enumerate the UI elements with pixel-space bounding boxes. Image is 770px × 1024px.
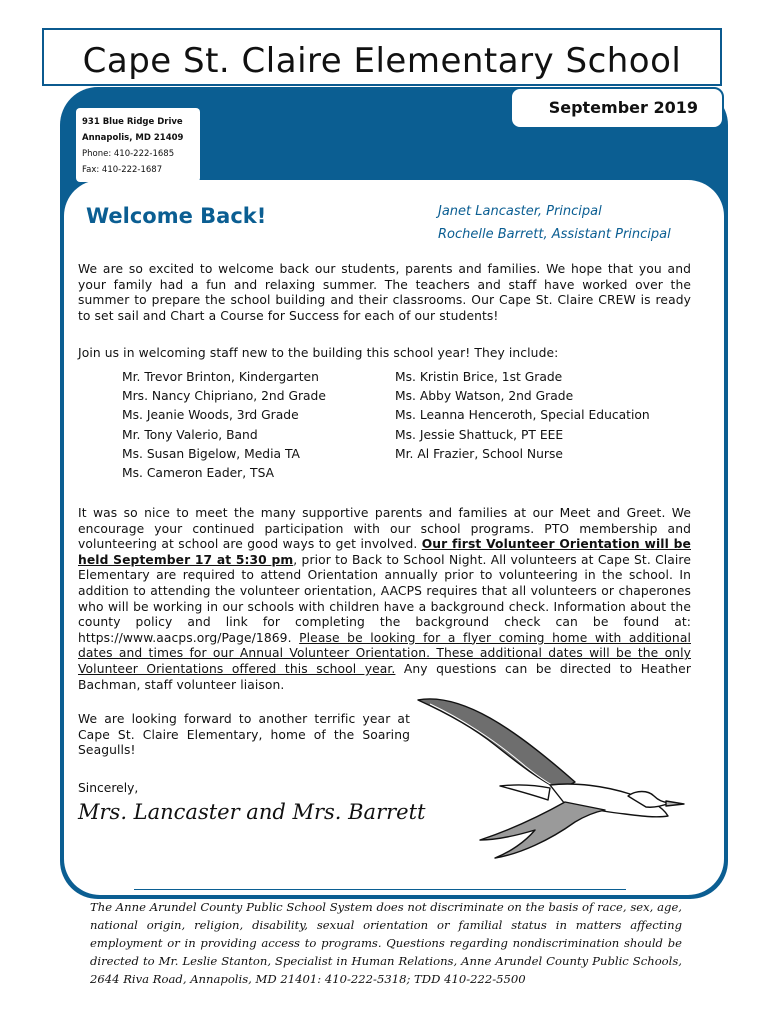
staff-item: Ms. Susan Bigelow, Media TA — [122, 446, 300, 461]
welcome-heading: Welcome Back! — [86, 204, 267, 228]
seagull-icon — [400, 690, 700, 865]
staff-item: Mr. Tony Valerio, Band — [122, 427, 258, 442]
closing-paragraph: We are looking forward to another terrific year at Cape St. Claire Elementary, home of the Soaring Seagulls! — [78, 712, 410, 758]
principal-name: Janet Lancaster, Principal — [438, 204, 602, 219]
flyer-notice: Please be looking for a flyer coming home with additional dates and times for our Annual Volunteer Orientation. These additional dates will be the only Volunteer Orientations offered this school year. — [78, 630, 691, 676]
fax-number: Fax: 410-222-1687 — [82, 165, 163, 175]
school-name: Cape St. Claire Elementary School — [82, 41, 682, 81]
administrators — [438, 200, 671, 246]
staff-item: Ms. Abby Watson, 2nd Grade — [395, 389, 574, 404]
staff-list-left — [122, 368, 326, 483]
staff-item: Ms. Leanna Henceroth, Special Education — [395, 408, 650, 423]
orientation-date: Our first Volunteer Orientation will be held September 17 at 5:30 pm — [78, 537, 691, 567]
staff-item: Ms. Cameron Eader, TSA — [122, 466, 275, 481]
newsletter-date: September 2019 — [548, 98, 698, 117]
date-tab — [510, 87, 724, 129]
staff-item: Mrs. Nancy Chipriano, 2nd Grade — [122, 389, 326, 404]
address-box — [76, 108, 200, 182]
staff-item: Mr. Trevor Brinton, Kindergarten — [122, 370, 319, 384]
signature: Mrs. Lancaster and Mrs. Barrett — [78, 800, 426, 824]
staff-item: Ms. Jessie Shattuck, PT EEE — [395, 427, 564, 442]
meet-and-greet-paragraph — [78, 506, 691, 693]
phone-number: Phone: 410-222-1685 — [82, 149, 175, 159]
title-box — [42, 28, 722, 86]
meet-text-2: , prior to Back to School Night. All volunteers at Cape St. Claire Elementary are required to attend Orientation annually prior to volunteering in the school. In addition to attending the volunteer orientation, AACPS requires that all volunteers or chaperones who will be working in our schools with children have a background check. Information about the county policy and link for completing the background check can be found at: https://www.aacps.org/Page/1869. — [78, 552, 691, 645]
nondiscrimination-notice: The Anne Arundel County Public School System does not discriminate on the basis of race, sex, age, national origin, religion, disability, sexual orientation or familial status in matters affecting employment or in providing access to programs. Questions regarding nondiscrimination should be directed to Mr. Leslie Stanton, Specialist in Human Relations, Anne Arundel County Public Schools, 2644 Riva Road, Annapolis, MD 21401: 410-222-5318; TDD 410-222-5500 — [90, 900, 682, 986]
assistant-principal-name: Rochelle Barrett, Assistant Principal — [438, 227, 671, 242]
city-address: Annapolis, MD 21409 — [82, 133, 184, 143]
staff-item: Ms. Kristin Brice, 1st Grade — [395, 370, 563, 384]
meet-text-1: It was so nice to meet the many supportive parents and families at our Meet and Greet. We encourage your continued participation with our school programs. PTO membership and volunteering at school are good ways to get involved. — [78, 506, 691, 552]
footer-divider — [134, 889, 626, 890]
staff-item: Mr. Al Frazier, School Nurse — [395, 446, 563, 461]
street-address: 931 Blue Ridge Drive — [82, 117, 183, 127]
sincerely: Sincerely, — [78, 781, 139, 795]
staff-intro: Join us in welcoming staff new to the building this school year! They include: — [78, 346, 559, 360]
staff-item: Ms. Jeanie Woods, 3rd Grade — [122, 408, 299, 423]
intro-paragraph: We are so excited to welcome back our students, parents and families. We hope that you and your family had a fun and relaxing summer. The teachers and staff have worked over the summer to prepare the school building and their classrooms. Our Cape St. Claire CREW is ready to set sail and Chart a Course for Success for each of our students! — [78, 262, 691, 323]
meet-text-3: Any questions can be directed to Heather Bachman, staff volunteer liaison. — [78, 661, 691, 692]
staff-list-right — [395, 368, 650, 464]
